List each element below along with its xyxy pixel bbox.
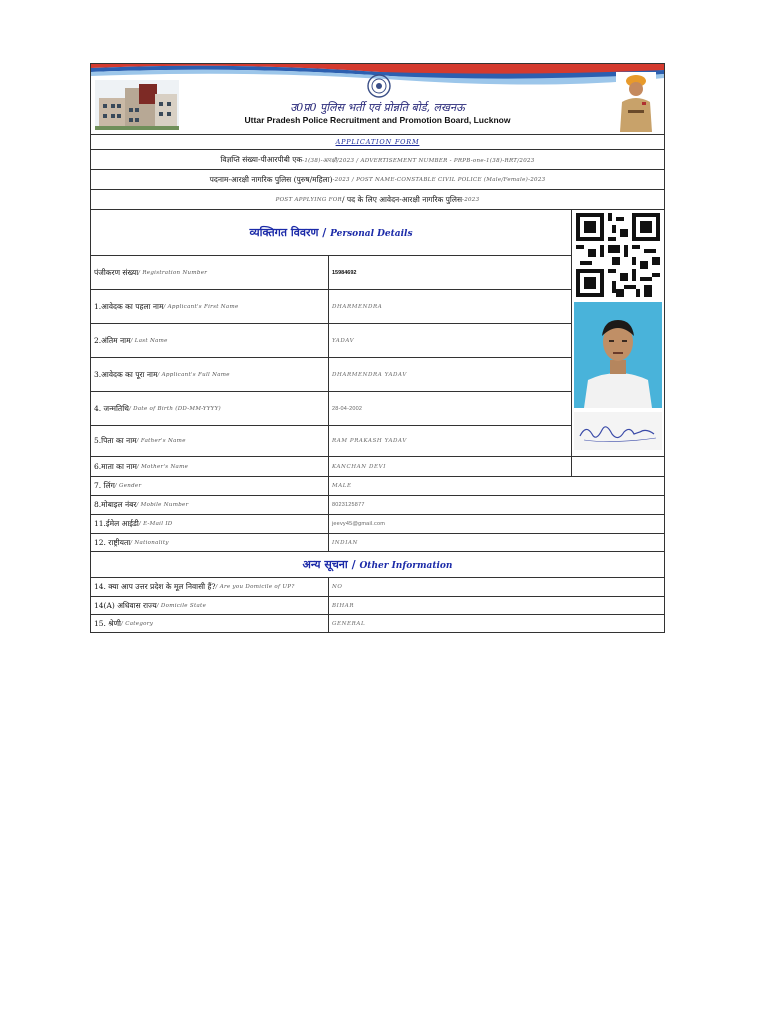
row-label-english: / Mother's Name bbox=[136, 463, 189, 470]
row-label-hindi: 11.ईमेल आईडी bbox=[94, 519, 139, 528]
date-of-birth-value: 28-04-2002 bbox=[332, 405, 363, 412]
row-label-hindi: 12. राष्ट्रीयता bbox=[94, 537, 131, 547]
personal-heading-english: Personal Details bbox=[330, 229, 413, 239]
up-police-emblem-icon bbox=[367, 74, 391, 98]
email-value: jeevy45@gmail.com bbox=[332, 521, 386, 527]
personal-heading-hindi: व्यक्तिगत विवरण bbox=[249, 226, 319, 239]
board-name-english: Uttar Pradesh Police Recruitment and Promotion Board, Lucknow bbox=[244, 115, 511, 125]
row-label-english: / Applicant's Full Name bbox=[157, 371, 230, 378]
email-row bbox=[91, 515, 664, 534]
personal-details-heading bbox=[91, 210, 571, 256]
row-label-english: / Category bbox=[121, 621, 154, 627]
post-applying-year: -2023 bbox=[462, 196, 480, 203]
application-form-title: APPLICATION FORM bbox=[335, 137, 420, 146]
full-name-row bbox=[91, 358, 571, 392]
qr-code-icon bbox=[576, 212, 660, 298]
category-value: GENERAL bbox=[332, 621, 366, 627]
row-label-english: / Father's Name bbox=[136, 438, 186, 444]
row-label-hindi: पंजीकरण संख्या bbox=[94, 267, 139, 277]
post-applying-hindi: / पद के लिए आवेदन-आरक्षी नागरिक पुलिस bbox=[342, 194, 463, 204]
father-name-row bbox=[91, 426, 571, 456]
father-name-value: RAM PRAKASH YADAV bbox=[332, 438, 407, 444]
first-name-value: DHARMENDRA bbox=[332, 303, 383, 310]
post-name-english: -2023 / POST NAME-CONSTABLE CIVIL POLICE (Male/Female)-2023 bbox=[332, 176, 546, 183]
row-label-hindi: 14. क्या आप उत्तर प्रदेश के मूल निवासी हैं? bbox=[94, 582, 216, 591]
row-label-english: / Date of Birth (DD-MM-YYYY) bbox=[128, 405, 221, 412]
row-label-hindi: 14(A) अधिवास राज्य bbox=[94, 600, 157, 610]
row-label-english: / Mobile Number bbox=[136, 502, 189, 508]
row-label-english: / Registration Number bbox=[138, 269, 208, 276]
row-label-hindi: 8.मोबाइल नंबर bbox=[94, 500, 137, 509]
domicile-up-value: NO bbox=[332, 584, 343, 590]
other-heading-separator: / bbox=[347, 558, 360, 571]
application-form-sheet bbox=[90, 63, 665, 633]
row-label-english: / Gender bbox=[114, 483, 142, 489]
row-label-english: / E-Mail ID bbox=[138, 521, 173, 527]
row-label-english: / Are you Domicile of UP? bbox=[215, 584, 295, 590]
advertisement-number: -1(38)-आरक्षी/2023 / ADVERTISEMENT NUMBER - PRPB-one-1(38)-RRT/2023 bbox=[302, 157, 535, 164]
other-heading-hindi: अन्य सूचना bbox=[302, 558, 348, 571]
mother-name-row bbox=[91, 456, 664, 477]
post-applying-row bbox=[91, 190, 664, 210]
personal-heading-separator: / bbox=[318, 226, 331, 239]
row-label-hindi: 7. लिंग bbox=[94, 481, 115, 490]
police-officer-image bbox=[616, 72, 656, 132]
advertisement-row bbox=[91, 150, 664, 170]
registration-number-row bbox=[91, 256, 571, 290]
domicile-up-row bbox=[91, 578, 664, 597]
row-label-english: / Applicant's First Name bbox=[163, 303, 239, 310]
row-label-hindi: 4. जन्मतिथि bbox=[94, 403, 129, 413]
header-banner bbox=[91, 64, 664, 135]
first-name-row bbox=[91, 290, 571, 324]
row-label-hindi: 3.आवेदक का पूरा नाम bbox=[94, 369, 158, 379]
advertisement-label-hindi: विज्ञप्ति संख्या-पीआरपीबी एक bbox=[220, 154, 303, 164]
row-label-hindi: 2.अंतिम नाम bbox=[94, 335, 131, 345]
applicant-signature bbox=[574, 412, 662, 450]
gender-row bbox=[91, 477, 664, 496]
row-label-hindi: 15. श्रेणी bbox=[94, 619, 121, 628]
row-label-hindi: 5.पिता का नाम bbox=[94, 436, 137, 445]
row-label-english: / Last Name bbox=[130, 337, 168, 344]
row-label-english: / Domicile State bbox=[156, 602, 207, 609]
mother-name-value: KANCHAN DEVI bbox=[332, 463, 386, 470]
board-name-hindi: उ0प्र0 पुलिस भर्ती एवं प्रोन्नति बोर्ड, लखनऊ bbox=[290, 101, 465, 114]
gender-value: MALE bbox=[332, 483, 352, 489]
date-of-birth-row bbox=[91, 392, 571, 426]
last-name-value: YADAV bbox=[332, 337, 355, 344]
domicile-state-row bbox=[91, 597, 664, 615]
post-name-hindi: पदनाम-आरक्षी नागरिक पुलिस (पुरुष/महिला) bbox=[209, 174, 333, 184]
nationality-row bbox=[91, 534, 664, 552]
other-information-heading bbox=[91, 552, 664, 578]
row-label-hindi: 1.आवेदक का पहला नाम bbox=[94, 301, 164, 311]
registration-number-value: 15984692 bbox=[332, 269, 357, 276]
mobile-number-row bbox=[91, 496, 664, 515]
post-name-row bbox=[91, 170, 664, 190]
photo-column bbox=[571, 210, 666, 456]
personal-details-section bbox=[91, 210, 571, 456]
nationality-value: INDIAN bbox=[332, 539, 358, 546]
other-heading-english: Other Information bbox=[359, 561, 453, 571]
category-row bbox=[91, 615, 664, 633]
mobile-number-value: 8023125877 bbox=[332, 502, 365, 508]
domicile-state-value: BIHAR bbox=[332, 602, 355, 609]
full-name-value: DHARMENDRA YADAV bbox=[332, 371, 407, 378]
row-label-hindi: 6.माता का नाम bbox=[94, 461, 137, 471]
applicant-photo bbox=[574, 302, 662, 408]
form-title-row bbox=[91, 134, 664, 150]
last-name-row bbox=[91, 324, 571, 358]
post-applying-label: POST APPLYING FOR bbox=[275, 196, 342, 203]
row-label-english: / Nationality bbox=[130, 539, 169, 546]
